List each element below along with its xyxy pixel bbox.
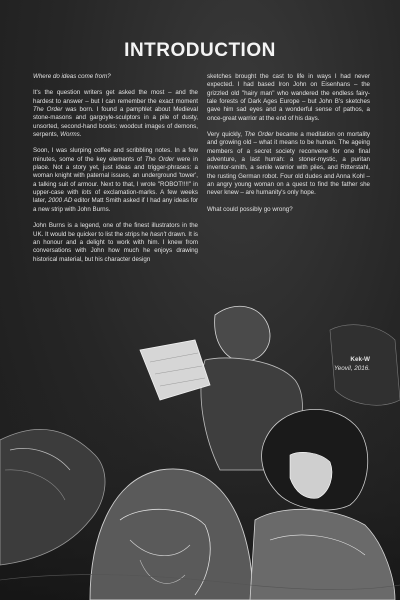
text: were in place. Not a story yet, just ideas and trigger-phrases: a woman knight with paternal issues, an underground 'tower', a talking suit of armour. Next to that, I wrote "ROBOT!!!!" in upper-case with <box>33 155 198 197</box>
italic-text: The Order <box>33 106 63 114</box>
paragraph <box>33 222 198 264</box>
paragraph <box>33 89 198 139</box>
text: Very quickly, <box>207 131 245 139</box>
text: drawn. It is an honour and a delight to work with him. I knew from conversations with John how much he enjoys drawing historical material, but his character design <box>33 230 199 263</box>
paragraph <box>207 131 370 198</box>
text: Soon, I was slurping coffee and scribbling notes. In a few minutes, some of the key elements of <box>33 147 198 163</box>
right-column <box>207 73 370 222</box>
text: was born. I found a pamphlet about Medieval stone-masons and gargoyle-sculptors in a pile of dusty, unsorted, second-hand books: woodcut images of demons, serpents, <box>33 106 198 139</box>
text: John Burns is a legend, one of the finest illustrators in the UK. It would be quicker to list the strips he <box>33 222 198 238</box>
paragraph: What could possibly go wrong? <box>207 205 293 213</box>
signature <box>207 356 370 373</box>
paragraph: sketches brought the cast to life in ways I had never expected. I had based Iron John on Eisenhans – the grizzled old "hairy man" who wandered the endless fairy-tale forests of Dark Ages Europe – but John B's sketches gave him sad eyes and a wonderful sense of pathos, a once-great warrior at the end of his days. <box>207 73 370 122</box>
author-name: Kek-W <box>350 356 370 363</box>
italic-text: The Order <box>244 131 274 139</box>
italic-text: The Order <box>144 155 175 163</box>
text: editor Matt Smith asked if I had any ideas for a new strip with John Burns. <box>33 197 199 213</box>
italic-text: hasn't <box>150 230 167 238</box>
italic-text: Worms <box>60 131 80 139</box>
paragraph <box>33 147 198 214</box>
text: of exclamation-marks. A few weeks later, <box>33 189 198 205</box>
text: became a meditation on mortality and growing old – what it means to be human. The ageing members of a secret society reconvene for one final adventure, a last hurrah: a stoner-mystic, a puritan inventor-smith, a senile warrior with piles, and Ritterstahl, the rusting German robot. Four old dudes and Anna Kohl – an angry young woman on a quest to find the father she never knew – are humanity's only hope. <box>207 131 371 197</box>
lead-question: Where do ideas come from? <box>33 73 111 80</box>
left-column <box>33 73 198 272</box>
italic-text: lots <box>81 189 92 197</box>
italic-text: 2000 AD <box>48 197 73 205</box>
page-title: INTRODUCTION <box>124 40 276 61</box>
text: . <box>79 131 82 139</box>
place-date: Yeovil, 2016. <box>333 364 370 372</box>
text: It's the question writers get asked the most – and the hardest to answer – but I can remember the exact moment <box>33 89 198 105</box>
